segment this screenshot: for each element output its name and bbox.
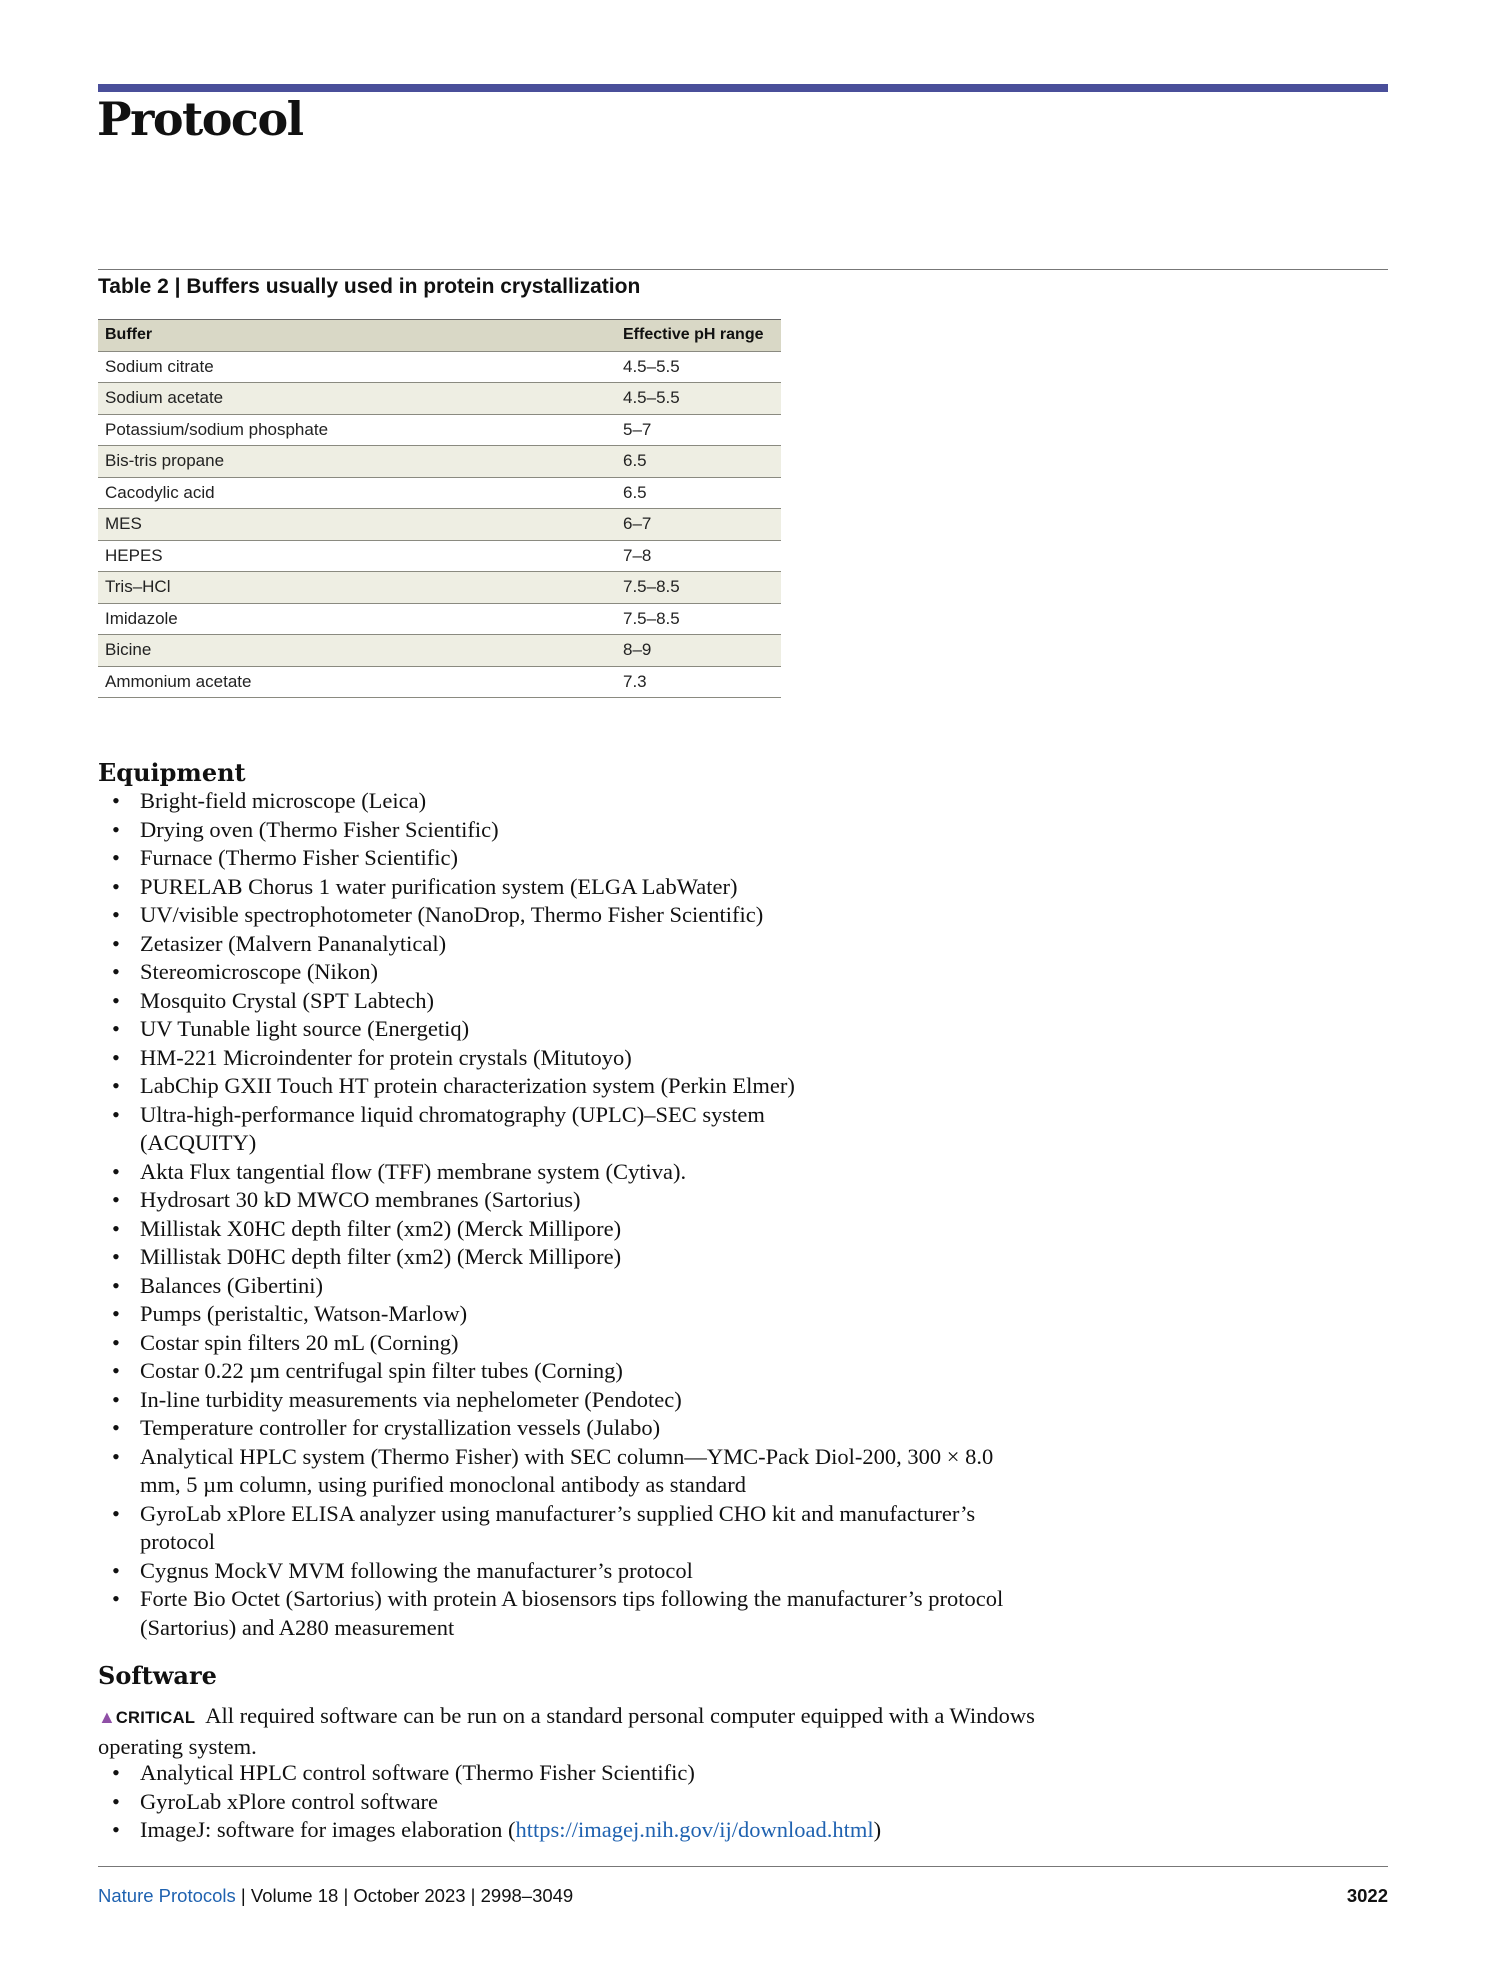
- footer-pages: 2998–3049: [480, 1885, 574, 1906]
- buffer-name: Sodium citrate: [98, 351, 616, 383]
- list-item: • Furnace (Thermo Fisher Scientific): [110, 844, 1010, 873]
- ph-range: 7.5–8.5: [616, 603, 781, 635]
- list-item: • GyroLab xPlore control software: [110, 1788, 1110, 1817]
- ph-range: 8–9: [616, 635, 781, 667]
- table-row: [98, 477, 781, 509]
- buffer-table: [98, 319, 781, 698]
- table-top-rule: [98, 269, 1388, 270]
- buffer-name: Imidazole: [98, 603, 616, 635]
- table-row: [98, 603, 781, 635]
- list-item: • Costar 0.22 µm centrifugal spin filter tubes (Corning): [110, 1357, 1010, 1386]
- footer-volume: Volume 18: [250, 1885, 339, 1906]
- ph-range: 6.5: [616, 446, 781, 478]
- buffer-name: Cacodylic acid: [98, 477, 616, 509]
- list-item: • UV Tunable light source (Energetiq): [110, 1015, 1010, 1044]
- ph-range: 7.5–8.5: [616, 572, 781, 604]
- buffer-name: MES: [98, 509, 616, 541]
- table-header-ph: Effective pH range: [616, 320, 781, 352]
- ph-range: 4.5–5.5: [616, 383, 781, 415]
- ph-range: 6.5: [616, 477, 781, 509]
- footer-separator: |: [235, 1885, 251, 1906]
- list-item: • Forte Bio Octet (Sartorius) with protein A biosensors tips following the manufacturer’s protocol (Sartorius) and A280 measurement: [110, 1585, 1040, 1642]
- ph-range: 5–7: [616, 414, 781, 446]
- list-item: • HM-221 Microindenter for protein crystals (Mitutoyo): [110, 1044, 1010, 1073]
- footer-rule: [98, 1866, 1388, 1867]
- critical-text: All required software can be run on a standard personal computer equipped with a Windows operating system.: [98, 1703, 1035, 1759]
- list-item: • Hydrosart 30 kD MWCO membranes (Sartorius): [110, 1186, 1010, 1215]
- table-row: [98, 414, 781, 446]
- list-item: • Analytical HPLC control software (Thermo Fisher Scientific): [110, 1759, 1110, 1788]
- imagej-prefix: ImageJ: software for images elaboration (: [140, 1817, 516, 1842]
- ph-range: 7.3: [616, 666, 781, 698]
- ph-range: 7–8: [616, 540, 781, 572]
- list-item: • Zetasizer (Malvern Pananalytical): [110, 930, 1010, 959]
- buffer-name: HEPES: [98, 540, 616, 572]
- ph-range: 4.5–5.5: [616, 351, 781, 383]
- footer-journal-link[interactable]: Nature Protocols: [98, 1885, 236, 1906]
- table-caption: Table 2 | Buffers usually used in protein crystallization: [98, 275, 641, 298]
- list-item: • Drying oven (Thermo Fisher Scientific): [110, 816, 1010, 845]
- table-row: [98, 635, 781, 667]
- list-item: • Ultra-high-performance liquid chromatography (UPLC)–SEC system (ACQUITY): [110, 1101, 880, 1158]
- list-item: • Balances (Gibertini): [110, 1272, 1010, 1301]
- buffer-name: Sodium acetate: [98, 383, 616, 415]
- list-item: • PURELAB Chorus 1 water purification system (ELGA LabWater): [110, 873, 1010, 902]
- list-item: • Temperature controller for crystallization vessels (Julabo): [110, 1414, 1010, 1443]
- imagej-suffix: ): [873, 1817, 882, 1842]
- triangle-warning-icon: ▲: [98, 1707, 116, 1727]
- table-row: [98, 666, 781, 698]
- ph-range: 6–7: [616, 509, 781, 541]
- buffer-name: Ammonium acetate: [98, 666, 616, 698]
- table-header-buffer: Buffer: [98, 320, 616, 352]
- table-row: [98, 572, 781, 604]
- buffer-name: Bicine: [98, 635, 616, 667]
- table-row: [98, 351, 781, 383]
- list-item: • In-line turbidity measurements via nephelometer (Pendotec): [110, 1386, 1010, 1415]
- footer-separator: |: [338, 1885, 354, 1906]
- list-item: • Millistak X0HC depth filter (xm2) (Merck Millipore): [110, 1215, 1010, 1244]
- page-footer: [98, 1885, 1388, 1907]
- list-item: • Akta Flux tangential flow (TFF) membrane system (Cytiva).: [110, 1158, 1010, 1187]
- buffer-name: Potassium/sodium phosphate: [98, 414, 616, 446]
- software-heading: Software: [98, 1661, 217, 1690]
- buffer-name: Bis-tris propane: [98, 446, 616, 478]
- list-item: • Costar spin filters 20 mL (Corning): [110, 1329, 1010, 1358]
- list-item: • Mosquito Crystal (SPT Labtech): [110, 987, 1010, 1016]
- list-item: • Pumps (peristaltic, Watson-Marlow): [110, 1300, 1010, 1329]
- table-row: [98, 509, 781, 541]
- footer-separator: |: [465, 1885, 481, 1906]
- page-header-title: Protocol: [97, 92, 303, 146]
- buffer-name: Tris–HCl: [98, 572, 616, 604]
- list-item: • Bright-field microscope (Leica): [110, 787, 1010, 816]
- list-item: • Analytical HPLC system (Thermo Fisher) with SEC column—YMC-Pack Diol-200, 300 × 8.0 mm, 5 µm column, using purified monoclonal antibody as standard: [110, 1443, 1000, 1500]
- list-item: • Stereomicroscope (Nikon): [110, 958, 1010, 987]
- list-item: • UV/visible spectrophotometer (NanoDrop, Thermo Fisher Scientific): [110, 901, 1010, 930]
- software-list: [110, 1759, 1110, 1845]
- critical-label: CRITICAL: [115, 1709, 196, 1727]
- list-item: • Millistak D0HC depth filter (xm2) (Merck Millipore): [110, 1243, 1010, 1272]
- table-row: [98, 383, 781, 415]
- critical-note: [98, 1702, 1038, 1761]
- table-header-row: [98, 320, 781, 352]
- footer-date: October 2023: [353, 1885, 466, 1906]
- list-item: [110, 1816, 1110, 1845]
- page-number: 3022: [1346, 1885, 1388, 1906]
- list-item: • GyroLab xPlore ELISA analyzer using manufacturer’s supplied CHO kit and manufacturer’s protocol: [110, 1500, 1000, 1557]
- imagej-download-link[interactable]: https://imagej.nih.gov/ij/download.html: [515, 1817, 874, 1842]
- list-item: • Cygnus MockV MVM following the manufacturer’s protocol: [110, 1557, 1010, 1586]
- header-accent-bar: [98, 84, 1388, 92]
- equipment-list: [110, 787, 1010, 1642]
- list-item: • LabChip GXII Touch HT protein characterization system (Perkin Elmer): [110, 1072, 1010, 1101]
- table-row: [98, 446, 781, 478]
- equipment-heading: Equipment: [98, 758, 246, 787]
- table-row: [98, 540, 781, 572]
